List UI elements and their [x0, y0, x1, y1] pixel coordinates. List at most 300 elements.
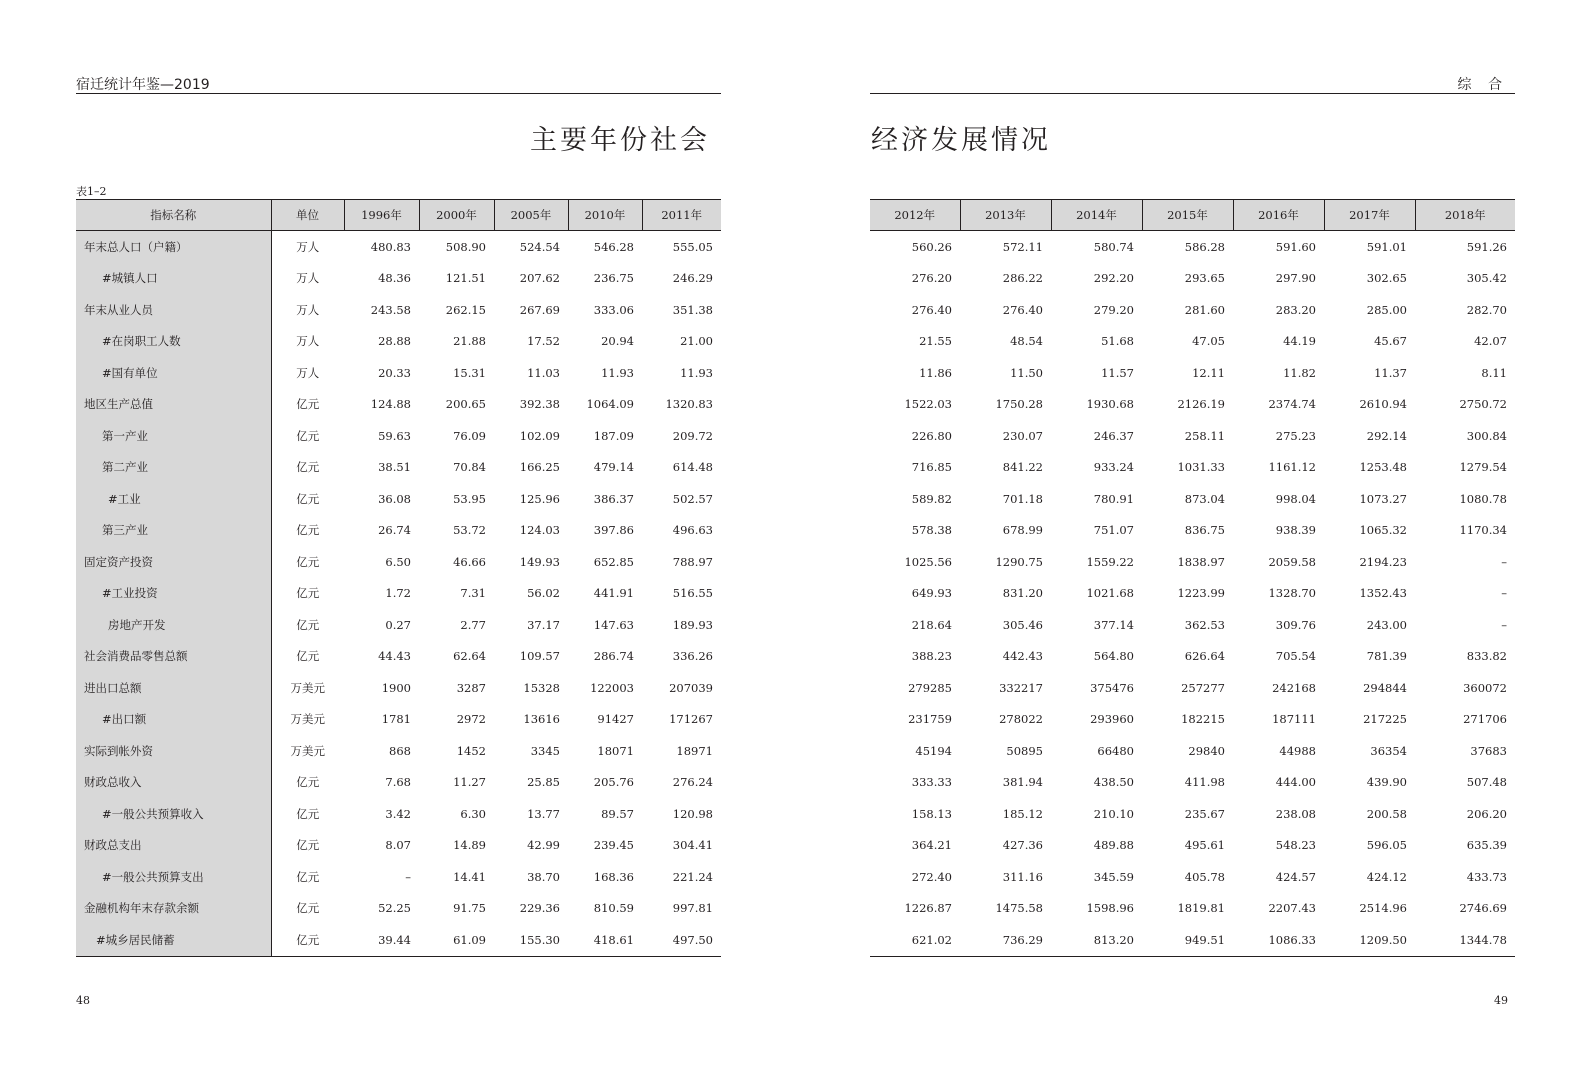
value-cell: 555.05 [672, 239, 713, 254]
value-cell: 44.19 [1283, 334, 1316, 349]
value-cell: 258.11 [1184, 428, 1225, 443]
unit-cell: 亿元 [296, 460, 320, 475]
value-cell: 29840 [1188, 743, 1225, 758]
value-cell: 497.50 [642, 924, 721, 956]
value-cell: 836.75 [1184, 523, 1225, 538]
value-cell: 1344.78 [1415, 924, 1515, 956]
value-cell: 66480 [1097, 743, 1134, 758]
indicator-name: #出口额 [76, 704, 271, 736]
right-page [790, 0, 1587, 1077]
value-cell: 833.82 [1466, 649, 1507, 664]
value-cell: 495.61 [1184, 838, 1225, 853]
value-cell: 841.22 [1002, 460, 1043, 475]
value-cell: 305.46 [1002, 617, 1043, 632]
value-cell: 210.10 [1093, 806, 1134, 821]
value-cell: 751.07 [1093, 523, 1134, 538]
value-cell: 21.88 [453, 334, 486, 349]
running-head-left: 宿迁统计年鉴—2019 [76, 77, 210, 93]
value-cell: 489.88 [1093, 838, 1134, 853]
unit-cell: 万人 [296, 302, 320, 317]
value-cell: 1750.28 [995, 397, 1043, 412]
value-cell: 11.57 [1101, 365, 1134, 380]
value-cell: 122003 [590, 680, 634, 695]
value-cell: 12.11 [1192, 365, 1225, 380]
value-cell: 2746.69 [1459, 901, 1507, 916]
value-cell: 46.66 [453, 554, 486, 569]
table-row [76, 483, 721, 515]
value-cell: 418.61 [568, 924, 642, 956]
value-cell: 217225 [1363, 712, 1407, 727]
value-cell: 424.12 [1366, 869, 1407, 884]
value-cell: 37683 [1470, 743, 1507, 758]
value-cell: 262.15 [445, 302, 486, 317]
value-cell: 591.01 [1366, 239, 1407, 254]
value-cell: 272.40 [911, 869, 952, 884]
table-row [76, 578, 721, 610]
unit-cell: 亿元 [296, 806, 320, 821]
value-cell: 13616 [523, 712, 560, 727]
value-cell: 11.27 [453, 775, 486, 790]
value-cell: 20.33 [378, 365, 411, 380]
value-cell: 155.30 [494, 924, 568, 956]
page-number-left: 48 [76, 994, 90, 1007]
value-cell: 1170.34 [1459, 523, 1507, 538]
value-cell: 589.82 [911, 491, 952, 506]
value-cell: 524.54 [519, 239, 560, 254]
value-cell: 209.72 [672, 428, 713, 443]
value-cell: 1161.12 [1268, 460, 1316, 475]
table-row [76, 231, 721, 263]
unit-cell: 亿元 [296, 523, 320, 538]
value-cell: 1086.33 [1233, 924, 1324, 956]
value-cell: 3345 [530, 743, 560, 758]
unit-cell: 亿元 [296, 397, 320, 412]
indicator-name: 年末总人口（户籍） [76, 231, 271, 263]
header-year: 2014年 [1051, 200, 1142, 231]
indicator-name: 房地产开发 [76, 609, 271, 641]
table-row [76, 830, 721, 862]
value-cell: 2750.72 [1459, 397, 1507, 412]
value-cell: 257277 [1181, 680, 1225, 695]
value-cell: 336.26 [672, 649, 713, 664]
value-cell: 309.76 [1275, 617, 1316, 632]
value-cell: – [405, 869, 411, 884]
value-cell: 1031.33 [1177, 460, 1225, 475]
value-cell: 218.64 [911, 617, 952, 632]
value-cell: 246.37 [1093, 428, 1134, 443]
table-body-left [76, 231, 721, 957]
value-cell: 578.38 [911, 523, 952, 538]
value-cell: 121.51 [445, 271, 486, 286]
value-cell: 276.20 [911, 271, 952, 286]
value-cell: 997.81 [672, 901, 713, 916]
value-cell: 649.93 [911, 586, 952, 601]
value-cell: 386.37 [593, 491, 634, 506]
page-title-right: 经济发展情况 [871, 125, 1051, 156]
value-cell: 267.69 [519, 302, 560, 317]
value-cell: 149.93 [519, 554, 560, 569]
table-row [76, 735, 721, 767]
value-cell: 42.99 [527, 838, 560, 853]
value-cell: 246.29 [672, 271, 713, 286]
value-cell: 1073.27 [1359, 491, 1407, 506]
table-header-row-right [870, 200, 1515, 231]
value-cell: 388.23 [911, 649, 952, 664]
value-cell: 18071 [597, 743, 634, 758]
value-cell: 1223.99 [1177, 586, 1225, 601]
value-cell: 564.80 [1093, 649, 1134, 664]
value-cell: 933.24 [1093, 460, 1134, 475]
value-cell: 938.39 [1275, 523, 1316, 538]
value-cell: 276.24 [672, 775, 713, 790]
value-cell: 271706 [1463, 712, 1507, 727]
value-cell: 701.18 [1002, 491, 1043, 506]
table-row [76, 515, 721, 547]
table-row [870, 420, 1515, 452]
table-row [870, 735, 1515, 767]
indicator-name: #城乡居民储蓄 [76, 924, 271, 956]
value-cell: 831.20 [1002, 586, 1043, 601]
table-row [870, 609, 1515, 641]
value-cell: 17.52 [527, 334, 560, 349]
value-cell: 2.77 [460, 617, 486, 632]
value-cell: 788.97 [672, 554, 713, 569]
indicator-name: 金融机构年末存款余额 [76, 893, 271, 925]
value-cell: 381.94 [1002, 775, 1043, 790]
value-cell: 13.77 [527, 806, 560, 821]
value-cell: 1279.54 [1459, 460, 1507, 475]
unit-cell: 亿元 [296, 554, 320, 569]
value-cell: 998.04 [1275, 491, 1316, 506]
value-cell: 781.39 [1366, 649, 1407, 664]
value-cell: 305.42 [1466, 271, 1507, 286]
value-cell: 1900 [381, 680, 411, 695]
table-row [76, 861, 721, 893]
value-cell: 7.31 [460, 586, 486, 601]
value-cell: 6.50 [385, 554, 411, 569]
indicator-name: 进出口总额 [76, 672, 271, 704]
unit-cell: 万人 [296, 334, 320, 349]
value-cell: 124.88 [370, 397, 411, 412]
value-cell: 286.74 [593, 649, 634, 664]
value-cell: 281.60 [1184, 302, 1225, 317]
table-row [870, 389, 1515, 421]
value-cell: 171267 [669, 712, 713, 727]
unit-cell: 万人 [296, 239, 320, 254]
table-row [870, 231, 1515, 263]
value-cell: 293.65 [1184, 271, 1225, 286]
indicator-name: 第三产业 [76, 515, 271, 547]
value-cell: 1838.97 [1177, 554, 1225, 569]
value-cell: 1452 [456, 743, 486, 758]
value-cell: 507.48 [1466, 775, 1507, 790]
value-cell: 147.63 [593, 617, 634, 632]
table-number: 表1–2 [76, 185, 107, 198]
header-year: 2000年 [419, 200, 494, 231]
table-row [76, 798, 721, 830]
value-cell: 1290.75 [995, 554, 1043, 569]
value-cell: 229.36 [519, 901, 560, 916]
header-year: 2011年 [642, 200, 721, 231]
value-cell: 8.11 [1481, 365, 1507, 380]
value-cell: 182215 [1181, 712, 1225, 727]
value-cell: 1352.43 [1359, 586, 1407, 601]
header-year: 2018年 [1415, 200, 1515, 231]
unit-cell: 万美元 [290, 680, 325, 695]
value-cell: 294844 [1363, 680, 1407, 695]
header-unit: 单位 [271, 200, 344, 231]
table-row [870, 798, 1515, 830]
value-cell: 6.30 [460, 806, 486, 821]
value-cell: 200.58 [1366, 806, 1407, 821]
value-cell: 304.41 [672, 838, 713, 853]
value-cell: 560.26 [911, 239, 952, 254]
header-year: 1996年 [344, 200, 419, 231]
value-cell: 333.06 [593, 302, 634, 317]
value-cell: 297.90 [1275, 271, 1316, 286]
table-row [870, 861, 1515, 893]
table-row [76, 641, 721, 673]
value-cell: 2972 [456, 712, 486, 727]
value-cell: 36.08 [378, 491, 411, 506]
table-row [870, 546, 1515, 578]
table-row [870, 924, 1515, 956]
table-row [870, 452, 1515, 484]
value-cell: 15328 [523, 680, 560, 695]
value-cell: 286.22 [1002, 271, 1043, 286]
value-cell: 11.93 [601, 365, 634, 380]
value-cell: 14.89 [453, 838, 486, 853]
stats-table-left [76, 199, 721, 957]
header-year: 2005年 [494, 200, 568, 231]
value-cell: 716.85 [911, 460, 952, 475]
table-row [76, 263, 721, 295]
header-year: 2010年 [568, 200, 642, 231]
value-cell: 332217 [999, 680, 1043, 695]
value-cell: 89.57 [601, 806, 634, 821]
stats-table-right [870, 199, 1515, 957]
table-row [76, 389, 721, 421]
value-cell: 285.00 [1366, 302, 1407, 317]
value-cell: 207.62 [519, 271, 560, 286]
unit-cell: 亿元 [296, 586, 320, 601]
value-cell: 1475.58 [995, 901, 1043, 916]
value-cell: 20.94 [601, 334, 634, 349]
value-cell: 282.70 [1466, 302, 1507, 317]
indicator-name: #国有单位 [76, 357, 271, 389]
value-cell: 21.00 [680, 334, 713, 349]
value-cell: 59.63 [378, 428, 411, 443]
value-cell: 18971 [676, 743, 713, 758]
table-row [76, 767, 721, 799]
value-cell: 1064.09 [586, 397, 634, 412]
indicator-name: #一般公共预算收入 [76, 798, 271, 830]
value-cell: 3287 [456, 680, 486, 695]
value-cell: 185.12 [1002, 806, 1043, 821]
value-cell: – [1501, 586, 1507, 601]
value-cell: 444.00 [1275, 775, 1316, 790]
value-cell: 226.80 [911, 428, 952, 443]
value-cell: 1065.32 [1359, 523, 1407, 538]
table-row [870, 578, 1515, 610]
value-cell: 1819.81 [1177, 901, 1225, 916]
page-title-left: 主要年份社会 [530, 125, 710, 156]
header-year: 2016年 [1233, 200, 1324, 231]
value-cell: 292.14 [1366, 428, 1407, 443]
value-cell: 91427 [597, 712, 634, 727]
value-cell: 50895 [1006, 743, 1043, 758]
value-cell: 166.25 [519, 460, 560, 475]
value-cell: 11.86 [919, 365, 952, 380]
value-cell: 11.93 [680, 365, 713, 380]
value-cell: 635.39 [1466, 838, 1507, 853]
value-cell: 45194 [915, 743, 952, 758]
value-cell: 56.02 [527, 586, 560, 601]
value-cell: 292.20 [1093, 271, 1134, 286]
unit-cell: 万人 [296, 271, 320, 286]
table-row [76, 326, 721, 358]
value-cell: 591.60 [1275, 239, 1316, 254]
value-cell: 433.73 [1466, 869, 1507, 884]
unit-cell: 亿元 [296, 901, 320, 916]
value-cell: 243.58 [370, 302, 411, 317]
value-cell: 596.05 [1366, 838, 1407, 853]
value-cell: 572.11 [1002, 239, 1043, 254]
value-cell: 873.04 [1184, 491, 1225, 506]
indicator-name: 年末从业人员 [76, 294, 271, 326]
value-cell: 205.76 [593, 775, 634, 790]
value-cell: 311.16 [1002, 869, 1043, 884]
indicator-name: 地区生产总值 [76, 389, 271, 421]
value-cell: 375476 [1090, 680, 1134, 695]
value-cell: 1025.56 [904, 554, 952, 569]
indicator-name: 第一产业 [76, 420, 271, 452]
header-indicator-name: 指标名称 [76, 200, 271, 231]
header-year: 2013年 [960, 200, 1051, 231]
value-cell: 61.09 [419, 924, 494, 956]
header-year: 2017年 [1324, 200, 1415, 231]
value-cell: 392.38 [519, 397, 560, 412]
value-cell: 21.55 [919, 334, 952, 349]
value-cell: 38.51 [378, 460, 411, 475]
value-cell: 239.45 [593, 838, 634, 853]
value-cell: 364.21 [911, 838, 952, 853]
value-cell: 1.72 [385, 586, 411, 601]
header-rule-left [76, 93, 721, 94]
value-cell: 351.38 [672, 302, 713, 317]
value-cell: 276.40 [911, 302, 952, 317]
table-row [870, 641, 1515, 673]
value-cell: 124.03 [519, 523, 560, 538]
value-cell: 70.84 [453, 460, 486, 475]
value-cell: 11.37 [1374, 365, 1407, 380]
value-cell: 427.36 [1002, 838, 1043, 853]
table-row [870, 515, 1515, 547]
value-cell: 949.51 [1142, 924, 1233, 956]
value-cell: 479.14 [593, 460, 634, 475]
value-cell: 52.25 [378, 901, 411, 916]
value-cell: 441.91 [593, 586, 634, 601]
value-cell: 360072 [1463, 680, 1507, 695]
value-cell: 2207.43 [1268, 901, 1316, 916]
value-cell: 2059.58 [1268, 554, 1316, 569]
page-number-right: 49 [1494, 994, 1508, 1007]
value-cell: 36354 [1370, 743, 1407, 758]
header-rule-right [870, 93, 1515, 94]
value-cell: 397.86 [593, 523, 634, 538]
table-row [870, 326, 1515, 358]
table-row [870, 704, 1515, 736]
table-row [76, 294, 721, 326]
table-row [870, 830, 1515, 862]
value-cell: 2194.23 [1359, 554, 1407, 569]
value-cell: 189.93 [672, 617, 713, 632]
value-cell: 44.43 [378, 649, 411, 664]
value-cell: 2126.19 [1177, 397, 1225, 412]
value-cell: 7.68 [385, 775, 411, 790]
table-row [870, 263, 1515, 295]
indicator-name: #在岗职工人数 [76, 326, 271, 358]
value-cell: 187.09 [593, 428, 634, 443]
table-body-right [870, 231, 1515, 957]
value-cell: 236.75 [593, 271, 634, 286]
unit-cell: 亿元 [296, 775, 320, 790]
value-cell: 39.44 [344, 924, 419, 956]
value-cell: 102.09 [519, 428, 560, 443]
value-cell: 1209.50 [1324, 924, 1415, 956]
value-cell: 168.36 [593, 869, 634, 884]
value-cell: 377.14 [1093, 617, 1134, 632]
value-cell: 235.67 [1184, 806, 1225, 821]
value-cell: 230.07 [1002, 428, 1043, 443]
indicator-name: #工业 [76, 483, 271, 515]
value-cell: 242168 [1272, 680, 1316, 695]
value-cell: 44988 [1279, 743, 1316, 758]
value-cell: 736.29 [960, 924, 1051, 956]
value-cell: 405.78 [1184, 869, 1225, 884]
indicator-name: 财政总支出 [76, 830, 271, 862]
value-cell: 1080.78 [1459, 491, 1507, 506]
table-row [870, 893, 1515, 925]
left-page [0, 0, 790, 1077]
value-cell: 442.43 [1002, 649, 1043, 664]
value-cell: 626.64 [1184, 649, 1225, 664]
unit-cell: 亿元 [271, 924, 344, 956]
value-cell: 278022 [999, 712, 1043, 727]
value-cell: 2514.96 [1359, 901, 1407, 916]
indicator-name: 第二产业 [76, 452, 271, 484]
value-cell: 53.72 [453, 523, 486, 538]
value-cell: 279.20 [1093, 302, 1134, 317]
value-cell: 496.63 [672, 523, 713, 538]
value-cell: 28.88 [378, 334, 411, 349]
value-cell: 26.74 [378, 523, 411, 538]
header-year: 2012年 [870, 200, 960, 231]
value-cell: 8.07 [385, 838, 411, 853]
value-cell: 1930.68 [1086, 397, 1134, 412]
value-cell: 15.31 [453, 365, 486, 380]
value-cell: 1328.70 [1268, 586, 1316, 601]
value-cell: 580.74 [1093, 239, 1134, 254]
value-cell: 53.95 [453, 491, 486, 506]
value-cell: 2374.74 [1268, 397, 1316, 412]
value-cell: 48.54 [1010, 334, 1043, 349]
value-cell: 11.82 [1283, 365, 1316, 380]
value-cell: 120.98 [672, 806, 713, 821]
indicator-name: #城镇人口 [76, 263, 271, 295]
value-cell: 810.59 [593, 901, 634, 916]
value-cell: 91.75 [453, 901, 486, 916]
